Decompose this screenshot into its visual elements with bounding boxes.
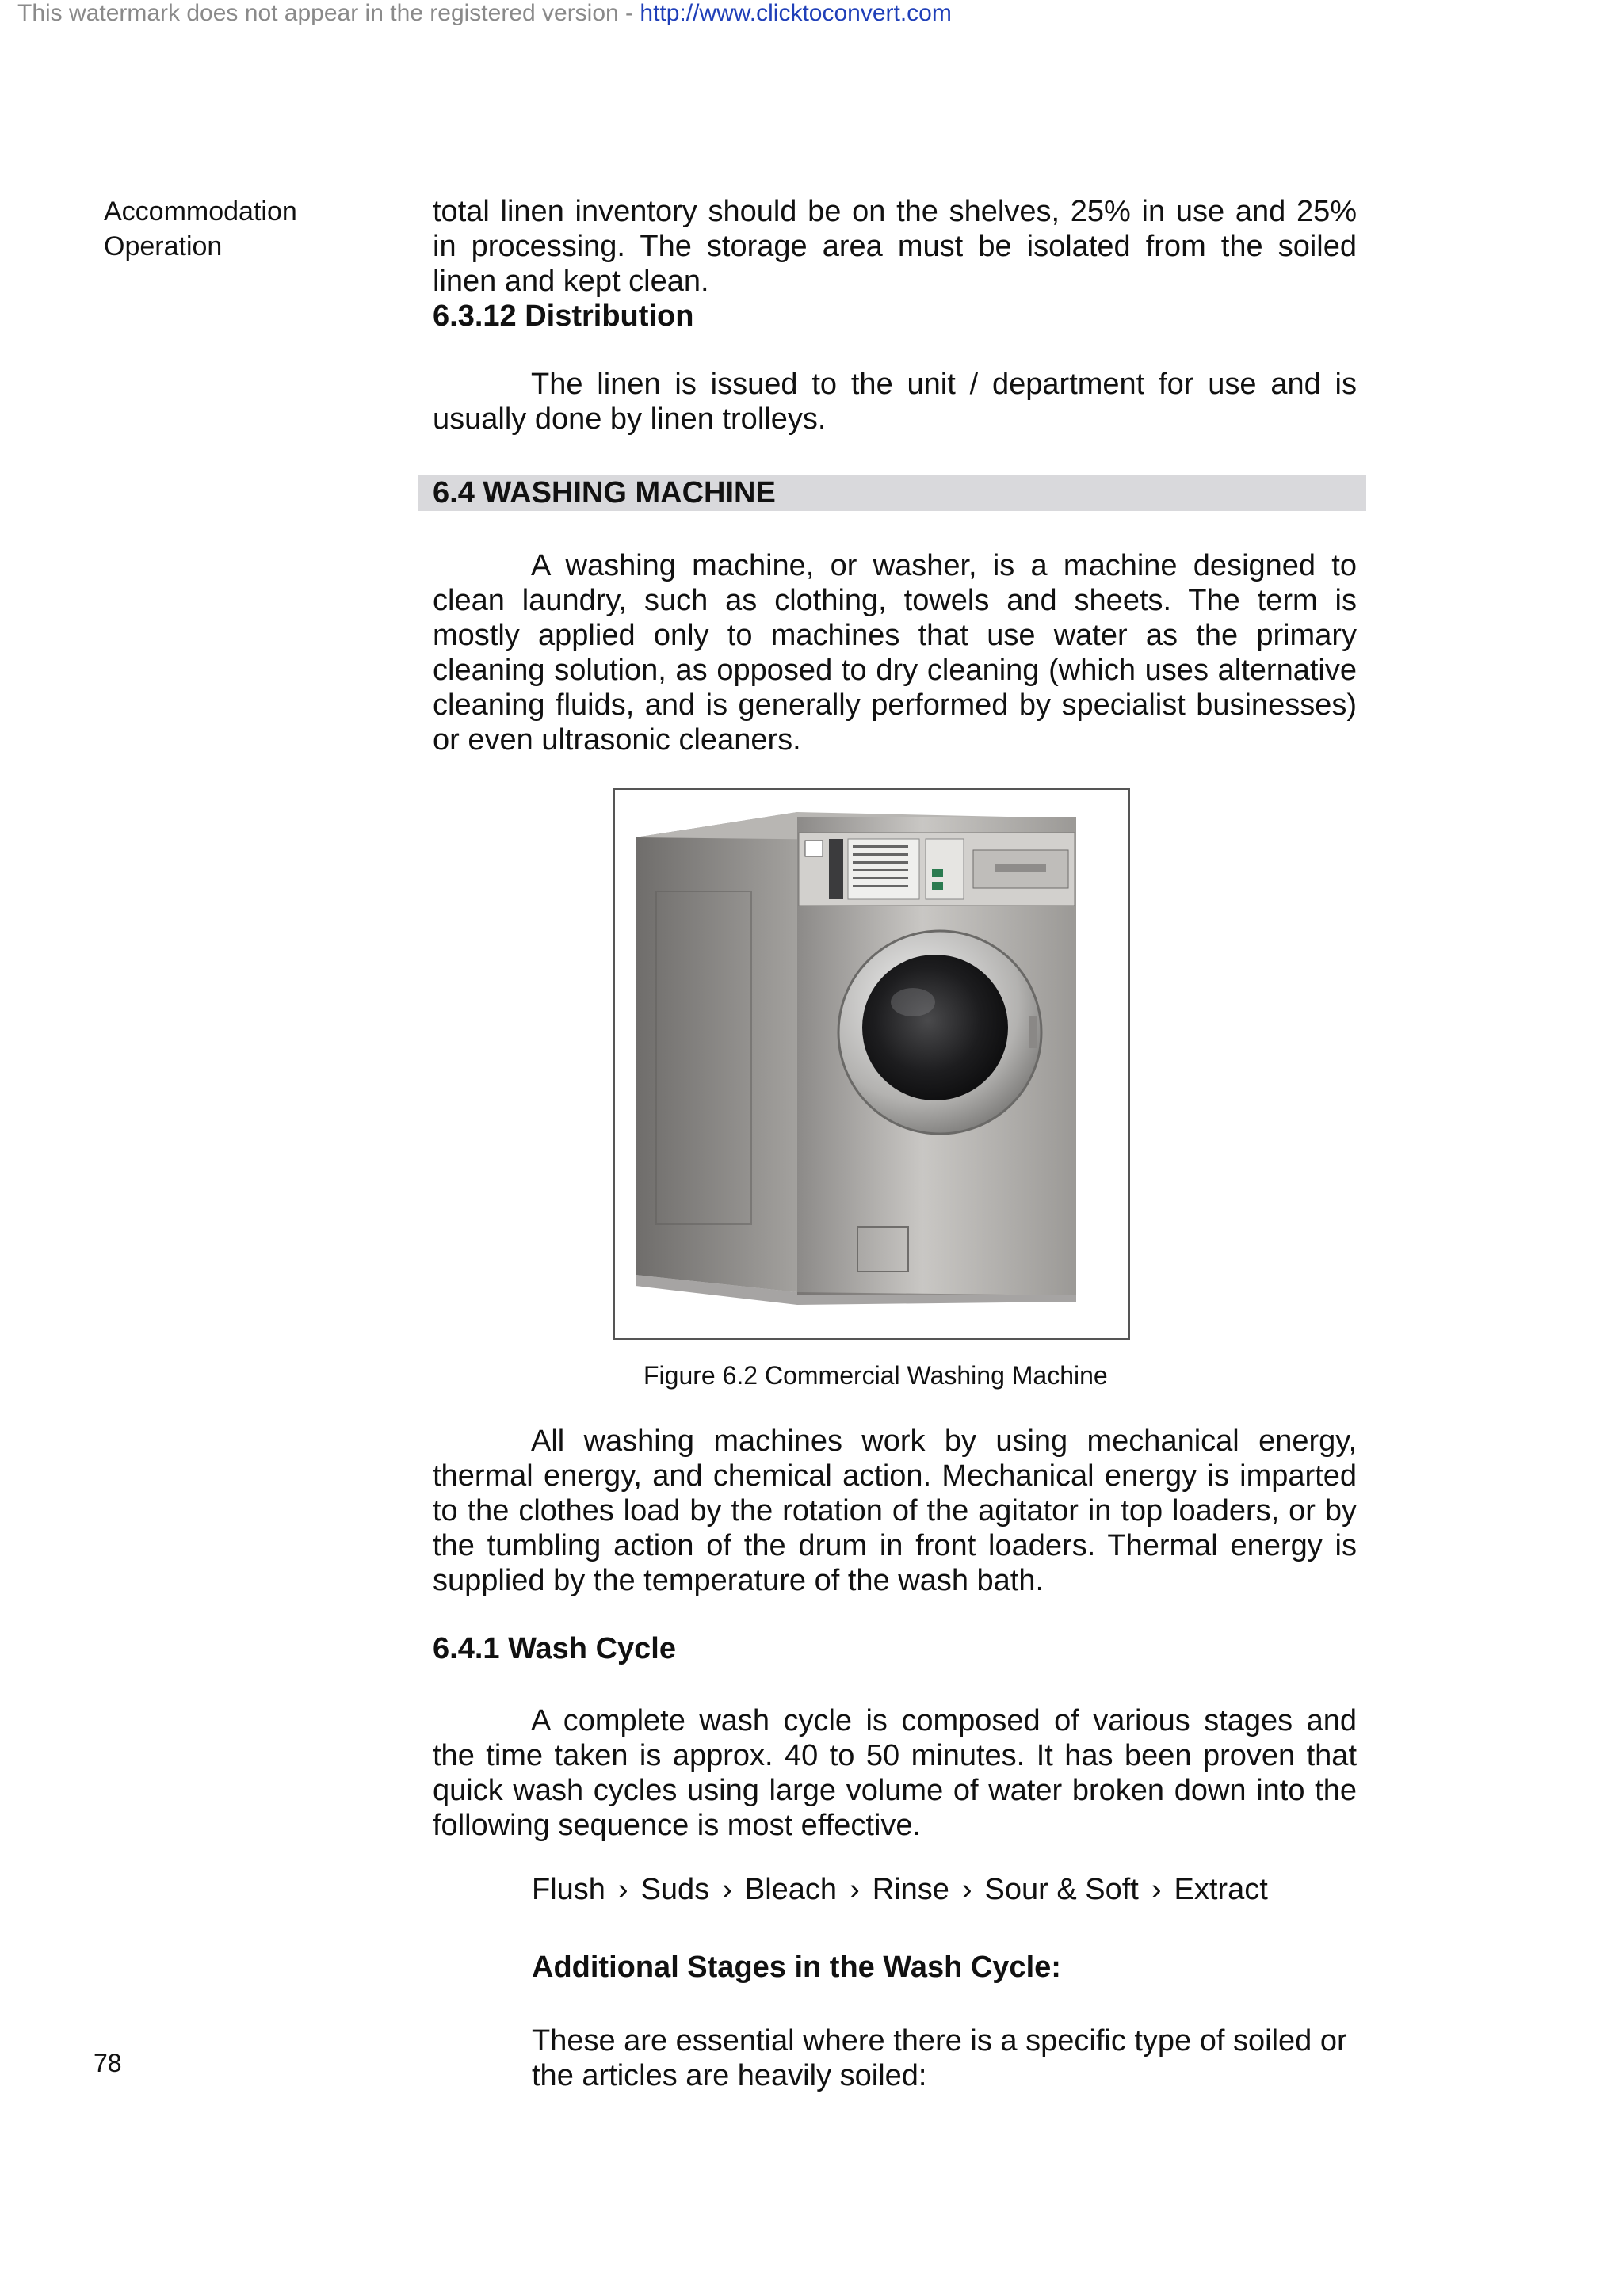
- machine-side-panel: [636, 812, 797, 1292]
- stage-separator: ›: [961, 1873, 972, 1906]
- stage-flush: Flush: [532, 1873, 605, 1906]
- watermark-link[interactable]: http://www.clicktoconvert.com: [640, 0, 952, 26]
- side-label-line-2: Operation: [104, 231, 223, 261]
- top-paragraph: total linen inventory should be on the shelves, 25% in use and 25% in processing. The storage area must be isolated from the soiled linen and kept clean.: [433, 195, 1357, 298]
- wash-cycle-heading-block: [433, 1631, 1357, 1666]
- stage-separator: ›: [1151, 1873, 1162, 1906]
- figure-frame: [613, 788, 1130, 1340]
- additional-stages-heading: Additional Stages in the Wash Cycle:: [532, 1951, 1061, 1984]
- energy-paragraph: All washing machines work by using mechanical energy, thermal energy, and chemical action. Mechanical energy is imparted to the clothes load by the rotation of the agitator in top loaders, or by the tumbling action of the drum in front loaders. Thermal energy is supplied by the temperature of the wash bath.: [433, 1425, 1357, 1597]
- stage-sour-soft: Sour & Soft: [984, 1873, 1139, 1906]
- section-heading-bar: [418, 475, 1366, 511]
- wash-cycle-heading: 6.4.1 Wash Cycle: [433, 1632, 676, 1665]
- distribution-text: The linen is issued to the unit / department for use and is usually done by linen trolleys.: [433, 368, 1357, 436]
- additional-stages-text: These are essential where there is a specific type of soiled or the articles are heavily soiled:: [532, 2024, 1347, 2092]
- wash-cycle-text: A complete wash cycle is composed of various stages and the time taken is approx. 40 to 50 minutes. It has been proven that quick wash cycles using large volume of water broken down into the following sequence is most effective.: [433, 1704, 1357, 1842]
- stage-rinse: Rinse: [872, 1873, 949, 1906]
- intro-block: [433, 548, 1357, 757]
- watermark: [17, 0, 952, 27]
- energy-block: [433, 1424, 1357, 1598]
- washing-machine-image: [615, 790, 1128, 1338]
- stage-separator: ›: [617, 1873, 628, 1906]
- wash-stage-sequence: [532, 1873, 1268, 1907]
- stage-suds: Suds: [640, 1873, 710, 1906]
- distribution-heading: 6.3.12 Distribution: [433, 299, 694, 333]
- indicator-panel: [926, 839, 964, 899]
- door-handle: [1029, 1016, 1037, 1048]
- button-column: [829, 839, 843, 899]
- intro-paragraph: A washing machine, or washer, is a machine designed to clean laundry, such as clothing, towels and sheets. The term is mostly applied only to machines that use water as the primary cleaning solution, as opposed to dry cleaning (which uses alternative cleaning fluids, and is generally performed by specialist businesses) or even ultrasonic cleaners.: [433, 549, 1357, 757]
- stage-separator: ›: [722, 1873, 732, 1906]
- watermark-text: This watermark does not appear in the registered version -: [17, 0, 640, 26]
- stage-extract: Extract: [1174, 1873, 1268, 1906]
- door-glass: [862, 955, 1008, 1100]
- distribution-block: [433, 367, 1357, 437]
- top-block: [433, 194, 1357, 334]
- page-number: 78: [94, 2049, 122, 2077]
- stage-separator: ›: [850, 1873, 860, 1906]
- display-window: [805, 841, 823, 856]
- figure-caption: Figure 6.2 Commercial Washing Machine: [643, 1361, 1108, 1390]
- wash-cycle-block: [433, 1703, 1357, 1843]
- side-label-line-1: Accommodation: [104, 196, 297, 227]
- stage-bleach: Bleach: [744, 1873, 838, 1906]
- side-label: [104, 194, 297, 264]
- section-heading: 6.4 WASHING MACHINE: [433, 476, 776, 509]
